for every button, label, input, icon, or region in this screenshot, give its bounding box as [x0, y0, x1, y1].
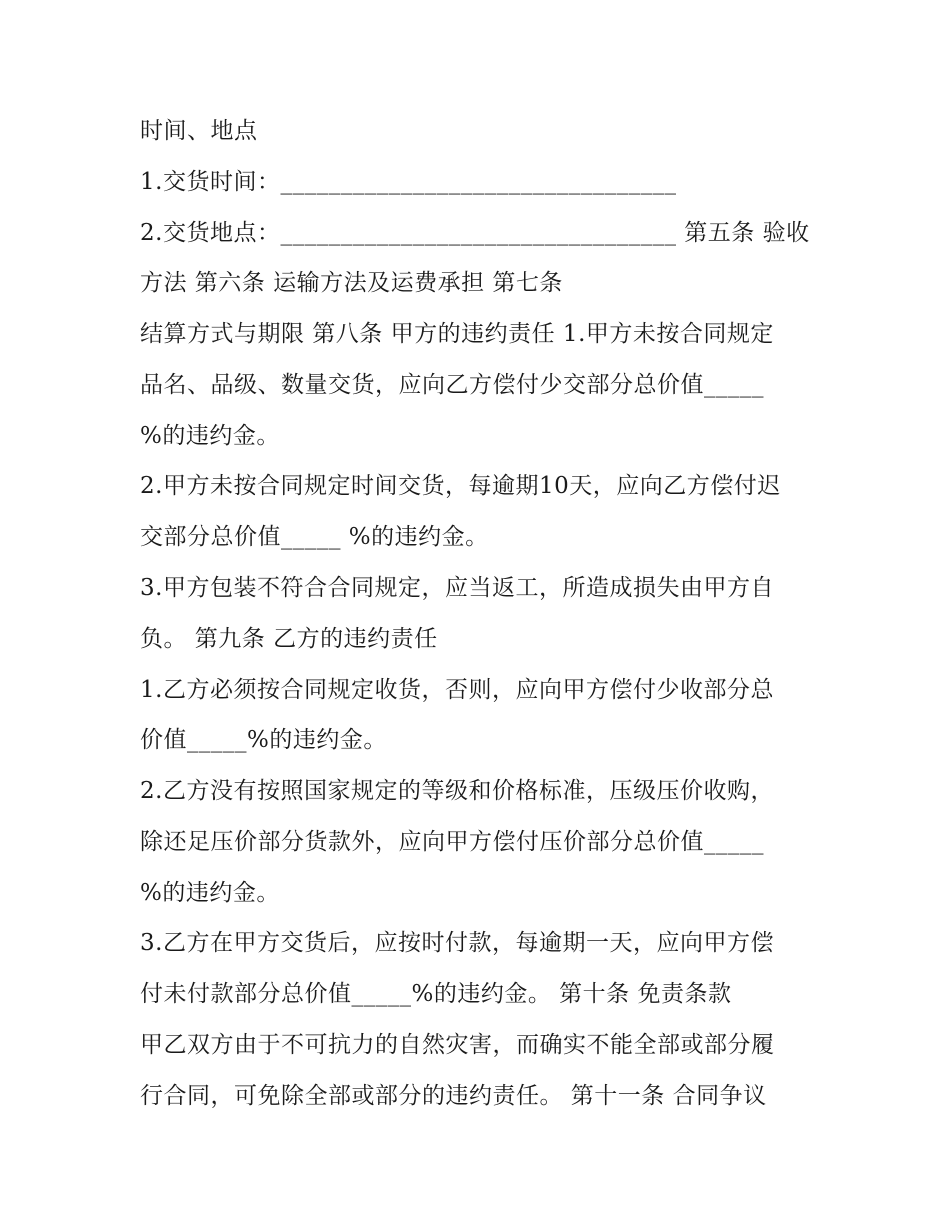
text-line: 付未付款部分总价值_____%的违约金。 第十条 免责条款 — [140, 981, 732, 1007]
text-line: 除还足压价部分货款外，应向甲方偿付压价部分总价值_____ — [140, 829, 764, 855]
text-line: 2.乙方没有按照国家规定的等级和价格标准，压级压价收购， — [140, 778, 774, 804]
text-line: 方法 第六条 运输方法及运费承担 第七条 — [140, 270, 563, 296]
text-line: 3.乙方在甲方交货后，应按时付款，每逾期一天，应向甲方偿 — [140, 930, 774, 956]
text-line: 甲乙双方由于不可抗力的自然灾害，而确实不能全部或部分履 — [140, 1032, 775, 1058]
text-line: 负。 第九条 乙方的违约责任 — [140, 626, 438, 652]
text-line: 结算方式与期限 第八条 甲方的违约责任 1.甲方未按合同规定 — [140, 321, 774, 347]
text-line: 品名、品级、数量交货，应向乙方偿付少交部分总价值_____ — [140, 372, 764, 398]
text-line: %的违约金。 — [140, 423, 280, 449]
text-line: 价值_____%的违约金。 — [140, 727, 387, 753]
text-line: 交部分总价值_____ %的违约金。 — [140, 524, 489, 550]
text-line: 1.乙方必须按合同规定收货，否则，应向甲方偿付少收部分总 — [140, 677, 774, 703]
text-line: 2.甲方未按合同规定时间交货，每逾期10天，应向乙方偿付迟 — [140, 473, 781, 499]
text-line: 2.交货地点：_________________________________ 第五条 验收 — [140, 220, 810, 246]
text-line: 时间、地点 — [140, 118, 258, 144]
text-line: 3.甲方包装不符合合同规定，应当返工，所造成损失由甲方自 — [140, 575, 774, 601]
text-line: 行合同，可免除全部或部分的违约责任。 第十一条 合同争议 — [140, 1083, 767, 1109]
text-line: 1.交货时间：_________________________________ — [140, 169, 677, 195]
text-line: %的违约金。 — [140, 880, 280, 906]
